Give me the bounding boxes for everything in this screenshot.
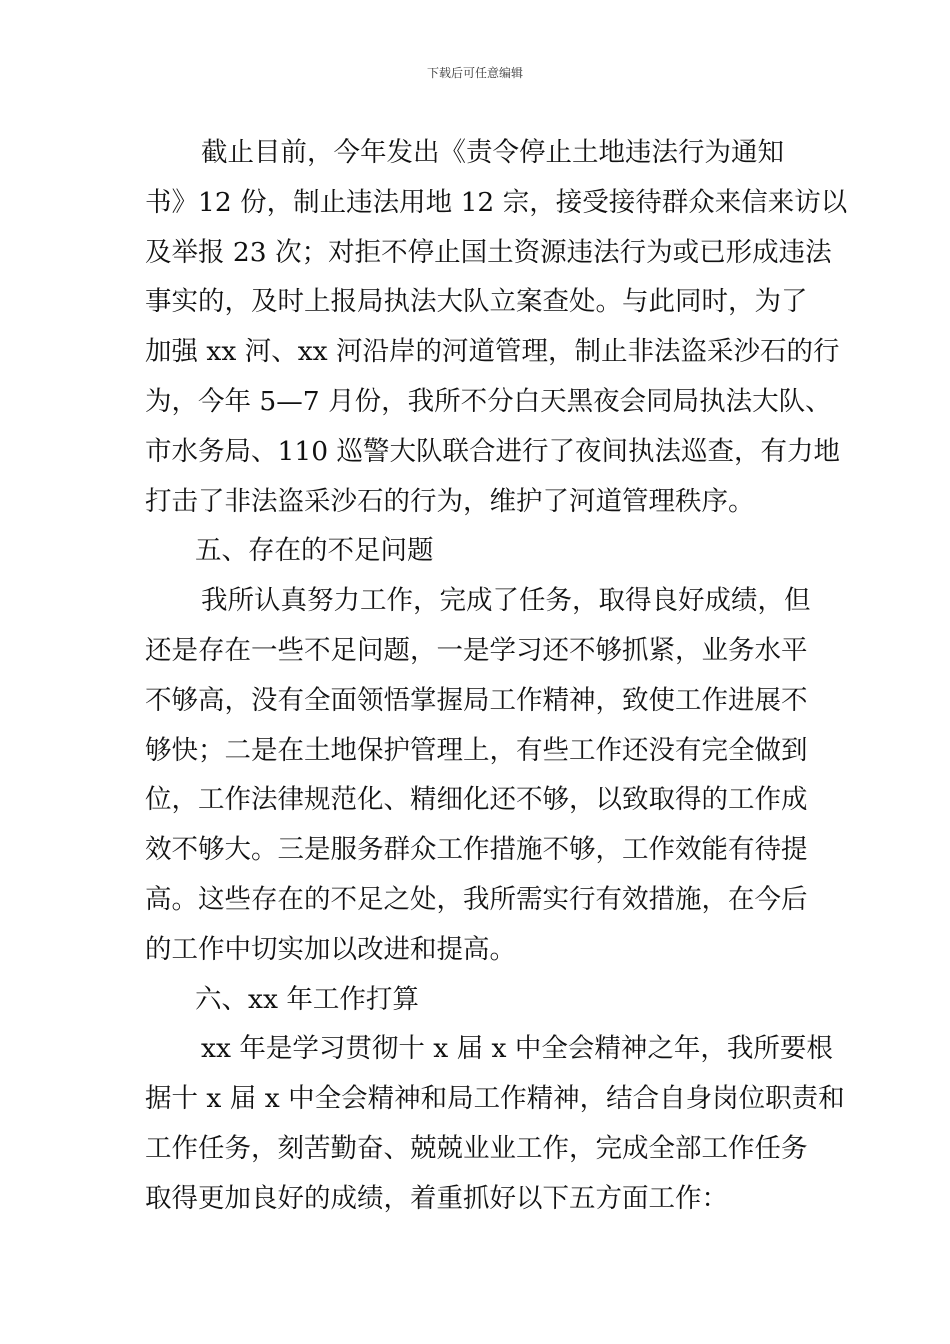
text-line: 为，今年 5—7 月份，我所不分白天黑夜会同局执法大队、 xyxy=(145,385,832,417)
section-heading-shortcomings xyxy=(145,526,810,576)
text-line: 事实的，及时上报局执法大队立案查处。与此同时，为了 xyxy=(145,286,808,318)
text-line: 市水务局、110 巡警大队联合进行了夜间执法巡查，有力地 xyxy=(145,435,841,467)
text-line: 工作任务，刻苦勤奋、兢兢业业工作，完成全部工作任务 xyxy=(145,1132,808,1164)
text-line: xx 年是学习贯彻十 x 届 x 中全会精神之年，我所要根 xyxy=(201,1033,833,1065)
section-heading: 六、xx 年工作打算 xyxy=(195,983,419,1015)
text-line: 加强 xx 河、xx 河沿岸的河道管理，制止非法盗采沙石的行 xyxy=(145,336,840,368)
text-line: 够快；二是在土地保护管理上，有些工作还没有完全做到 xyxy=(145,734,808,766)
section-heading: 五、存在的不足问题 xyxy=(195,535,434,567)
text-line: 还是存在一些不足问题，一是学习还不够抓紧，业务水平 xyxy=(145,634,808,666)
page-header: 下载后可任意编辑 xyxy=(426,66,523,80)
text-line: 效不够大。三是服务群众工作措施不够，工作效能有待提 xyxy=(145,834,808,866)
text-line: 的工作中切实加以改进和提高。 xyxy=(145,933,516,965)
section-heading-work-plan xyxy=(145,975,810,1025)
paragraph-enforcement-summary xyxy=(145,128,848,526)
text-line: 不够高，没有全面领悟掌握局工作精神，致使工作进展不 xyxy=(145,684,808,716)
text-line: 位，工作法律规范化、精细化还不够，以致取得的工作成 xyxy=(145,784,808,816)
document-body xyxy=(145,128,848,1224)
text-line: 取得更加良好的成绩，着重抓好以下五方面工作： xyxy=(145,1182,728,1214)
text-line: 我所认真努力工作，完成了任务，取得良好成绩，但 xyxy=(201,585,811,617)
text-line: 打击了非法盗采沙石的行为，维护了河道管理秩序。 xyxy=(145,485,755,517)
text-line: 高。这些存在的不足之处，我所需实行有效措施，在今后 xyxy=(145,883,808,915)
text-line: 及举报 23 次；对拒不停止国土资源违法行为或已形成违法 xyxy=(145,236,832,268)
paragraph-work-plan xyxy=(145,1024,845,1223)
text-line: 书》12 份，制止违法用地 12 宗，接受接待群众来信来访以 xyxy=(145,186,848,218)
text-line: 据十 x 届 x 中全会精神和局工作精神，结合自身岗位职责和 xyxy=(145,1083,845,1115)
paragraph-shortcomings xyxy=(145,576,810,974)
text-line: 截止目前，今年发出《责令停止土地违法行为通知 xyxy=(201,137,784,168)
